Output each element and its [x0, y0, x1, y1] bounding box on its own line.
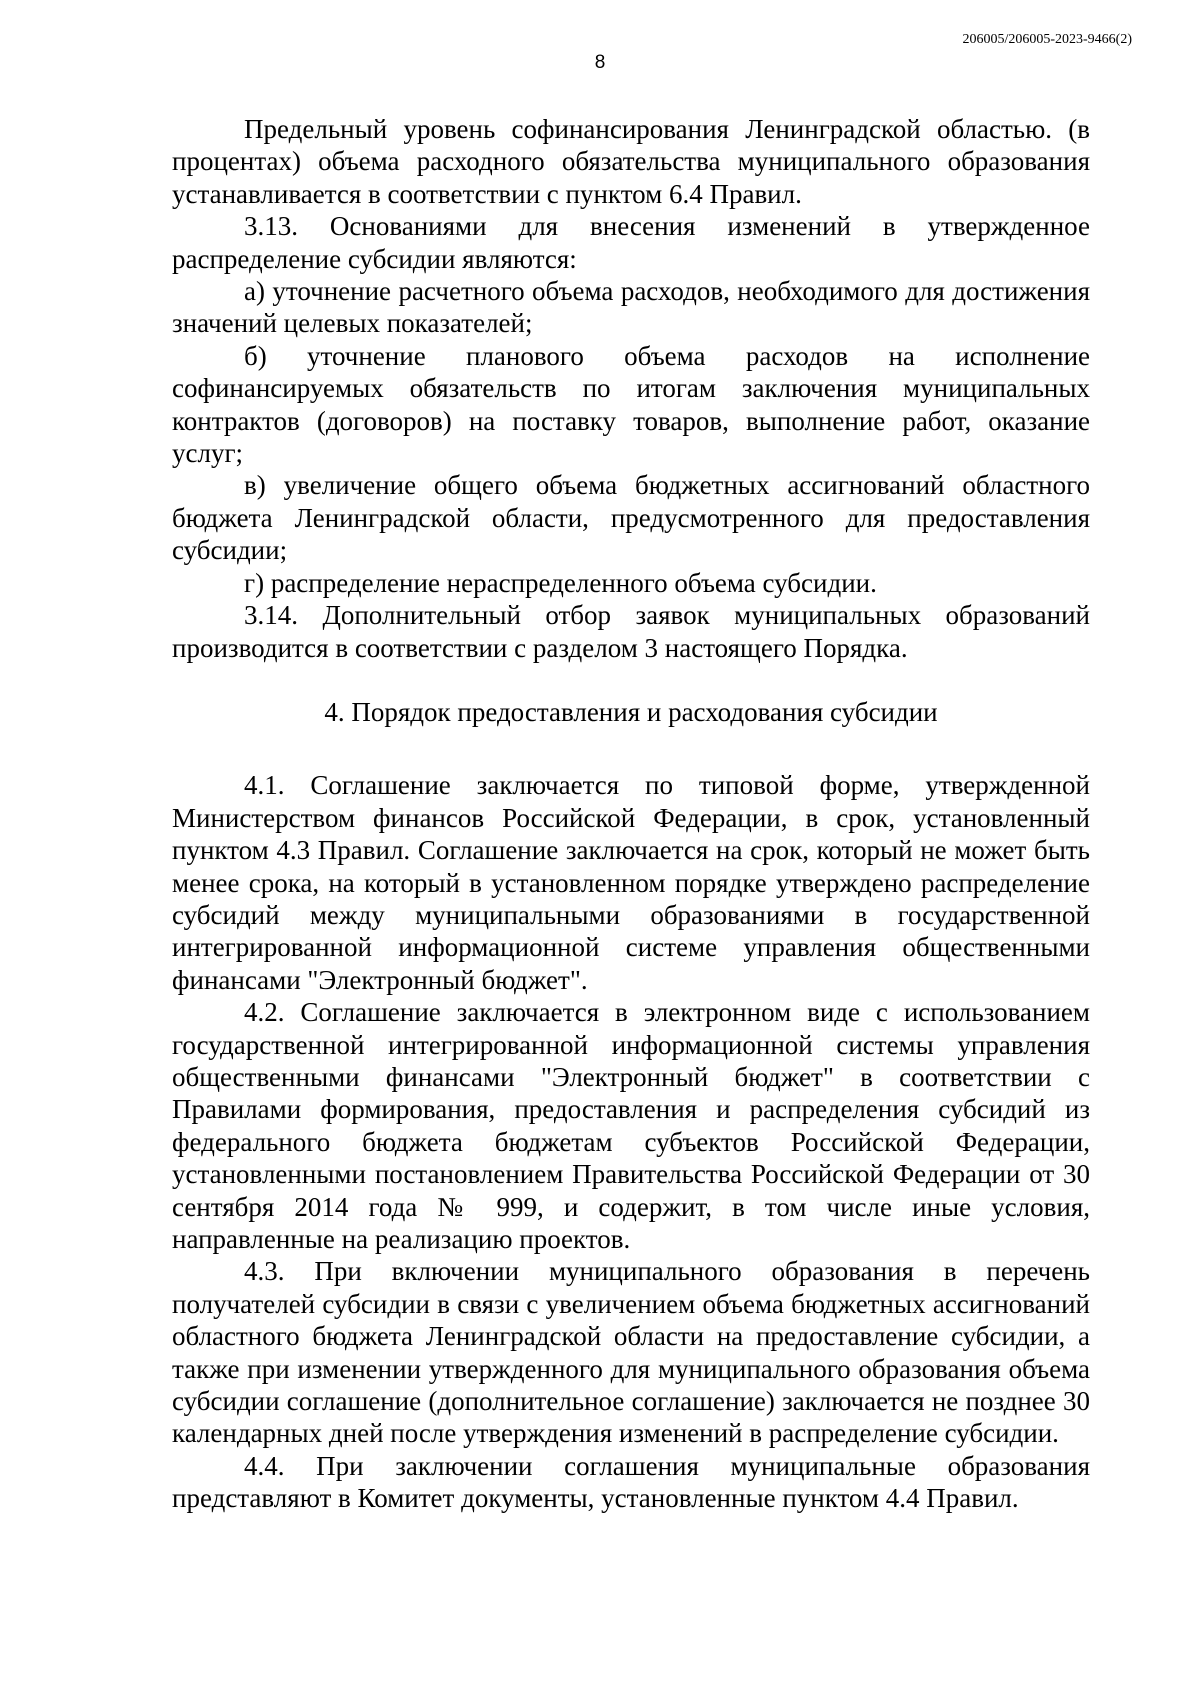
section-heading: 4. Порядок предоставления и расходования субсидии [324, 696, 938, 727]
paragraph-3-13: 3.13. Основаниями для внесения изменений в утвержденное распределение субсидии являются: [172, 211, 1090, 274]
paragraph-4-4: 4.4. При заключении соглашения муниципальные образования представляют в Комитет документы, установленные пунктом 4.4 Правил. [172, 1450, 1090, 1514]
paragraph-4-2: 4.2. Соглашение заключается в электронном виде с использованием государственной интегрированной информационной системы управления общественными финансами "Электронный бюджет" в соответствии с Правилами формирования, предоставления и распределения субсидий из федерального бюджета бюджетам субъектов Российской Федерации, установленными постановлением Правительства Российской Федерации от 30 сентября 2014 года № 999, и содержит, в том числе иные условия, направленные на реализацию проектов. [172, 997, 1090, 1254]
list-item-a: а) уточнение расчетного объема расходов, необходимого для достижения значений целевых показателей; [172, 276, 1090, 339]
paragraph-4-3: 4.3. При включении муниципального образования в перечень получателей субсидии в связи с увеличением объема бюджетных ассигнований областного бюджета Ленинградской области на предоставление субсидии, а также при изменении утвержденного для муниципального образования объема субсидии соглашение (дополнительное соглашение) заключается не позднее 30 календарных дней после утверждения изменений в распределение субсидии. [172, 1256, 1090, 1449]
paragraph-cofinancing-level: Предельный уровень софинансирования Ленинградской областью. (в процентах) объема расходного обязательства муниципального образования устанавливается в соответствии с пунктом 6.4 Правил. [172, 114, 1090, 209]
document-body [172, 113, 1090, 1515]
list-item-v: в) увеличение общего объема бюджетных ассигнований областного бюджета Ленинградской области, предусмотренного для предоставления субсидии; [172, 470, 1090, 566]
paragraph-3-14: 3.14. Дополнительный отбор заявок муниципальных образований производится в соответствии с разделом 3 настоящего Порядка. [172, 600, 1090, 663]
list-item-g: г) распределение нераспределенного объема субсидии. [244, 567, 877, 598]
page-number: 8 [594, 52, 606, 73]
document-id: 206005/206005-2023-9466(2) [962, 32, 1132, 47]
paragraph-4-1: 4.1. Соглашение заключается по типовой форме, утвержденной Министерством финансов Российской Федерации, в срок, установленный пунктом 4.3 Правил. Соглашение заключается на срок, который не может быть менее срока, на который в установленном порядке утверждено распределение субсидий между муниципальными образованиями в государственной интегрированной информационной системе управления общественными финансами "Электронный бюджет". [172, 770, 1090, 995]
list-item-b: б) уточнение планового объема расходов на исполнение софинансируемых обязательств по итогам заключения муниципальных контрактов (договоров) на поставку товаров, выполнение работ, оказание услуг; [172, 340, 1090, 469]
